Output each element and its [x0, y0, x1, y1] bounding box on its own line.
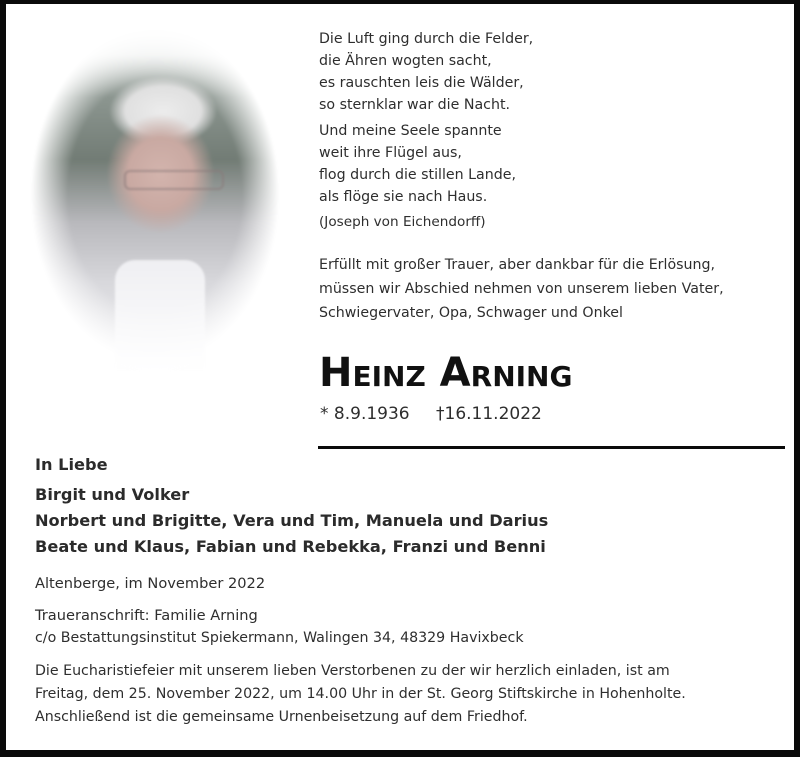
glasses-shape — [124, 170, 224, 190]
deceased-name: Heinz Arning — [319, 350, 573, 396]
intro-line: müssen wir Abschied nehmen von unserem lieben Vater, — [319, 281, 724, 297]
portrait-photo — [20, 20, 290, 370]
poem-line: Und meine Seele spannte — [319, 123, 502, 139]
poem-line: flog durch die stillen Lande, — [319, 167, 516, 183]
mourners-heading: In Liebe — [35, 455, 108, 474]
service-line: Freitag, dem 25. November 2022, um 14.00 Uhr in der St. Georg Stiftskirche in Hohenholte. — [35, 686, 686, 702]
poem-line: als flöge sie nach Haus. — [319, 189, 488, 205]
mourner-line: Birgit und Volker — [35, 485, 190, 504]
death-date: †16.11.2022 — [436, 404, 542, 424]
poem-line: die Ähren wogten sacht, — [319, 53, 492, 69]
separator-rule — [318, 446, 785, 449]
intro-line: Schwiegervater, Opa, Schwager und Onkel — [319, 305, 623, 321]
poem-line: so sternklar war die Nacht. — [319, 97, 511, 113]
address-line: Traueranschrift: Familie Arning — [35, 607, 258, 624]
poem-author: (Joseph von Eichendorff) — [319, 214, 486, 230]
birth-date: * 8.9.1936 — [320, 404, 410, 424]
poem-line: es rauschten leis die Wälder, — [319, 75, 524, 91]
mourner-line: Beate und Klaus, Fabian und Rebekka, Franzi und Benni — [35, 537, 546, 556]
shirt-shape — [115, 260, 205, 370]
address-line: c/o Bestattungsinstitut Spiekermann, Walingen 34, 48329 Havixbeck — [35, 630, 524, 646]
poem-line: Die Luft ging durch die Felder, — [319, 31, 534, 47]
place-date: Altenberge, im November 2022 — [35, 575, 266, 592]
mourner-line: Norbert und Brigitte, Vera und Tim, Manuela und Darius — [35, 511, 549, 530]
poem-line: weit ihre Flügel aus, — [319, 145, 462, 161]
service-line: Die Eucharistiefeier mit unserem lieben Verstorbenen zu der wir herzlich einladen, ist am — [35, 663, 670, 679]
service-line: Anschließend ist die gemeinsame Urnenbeisetzung auf dem Friedhof. — [35, 709, 528, 725]
intro-line: Erfüllt mit großer Trauer, aber dankbar für die Erlösung, — [319, 257, 716, 273]
